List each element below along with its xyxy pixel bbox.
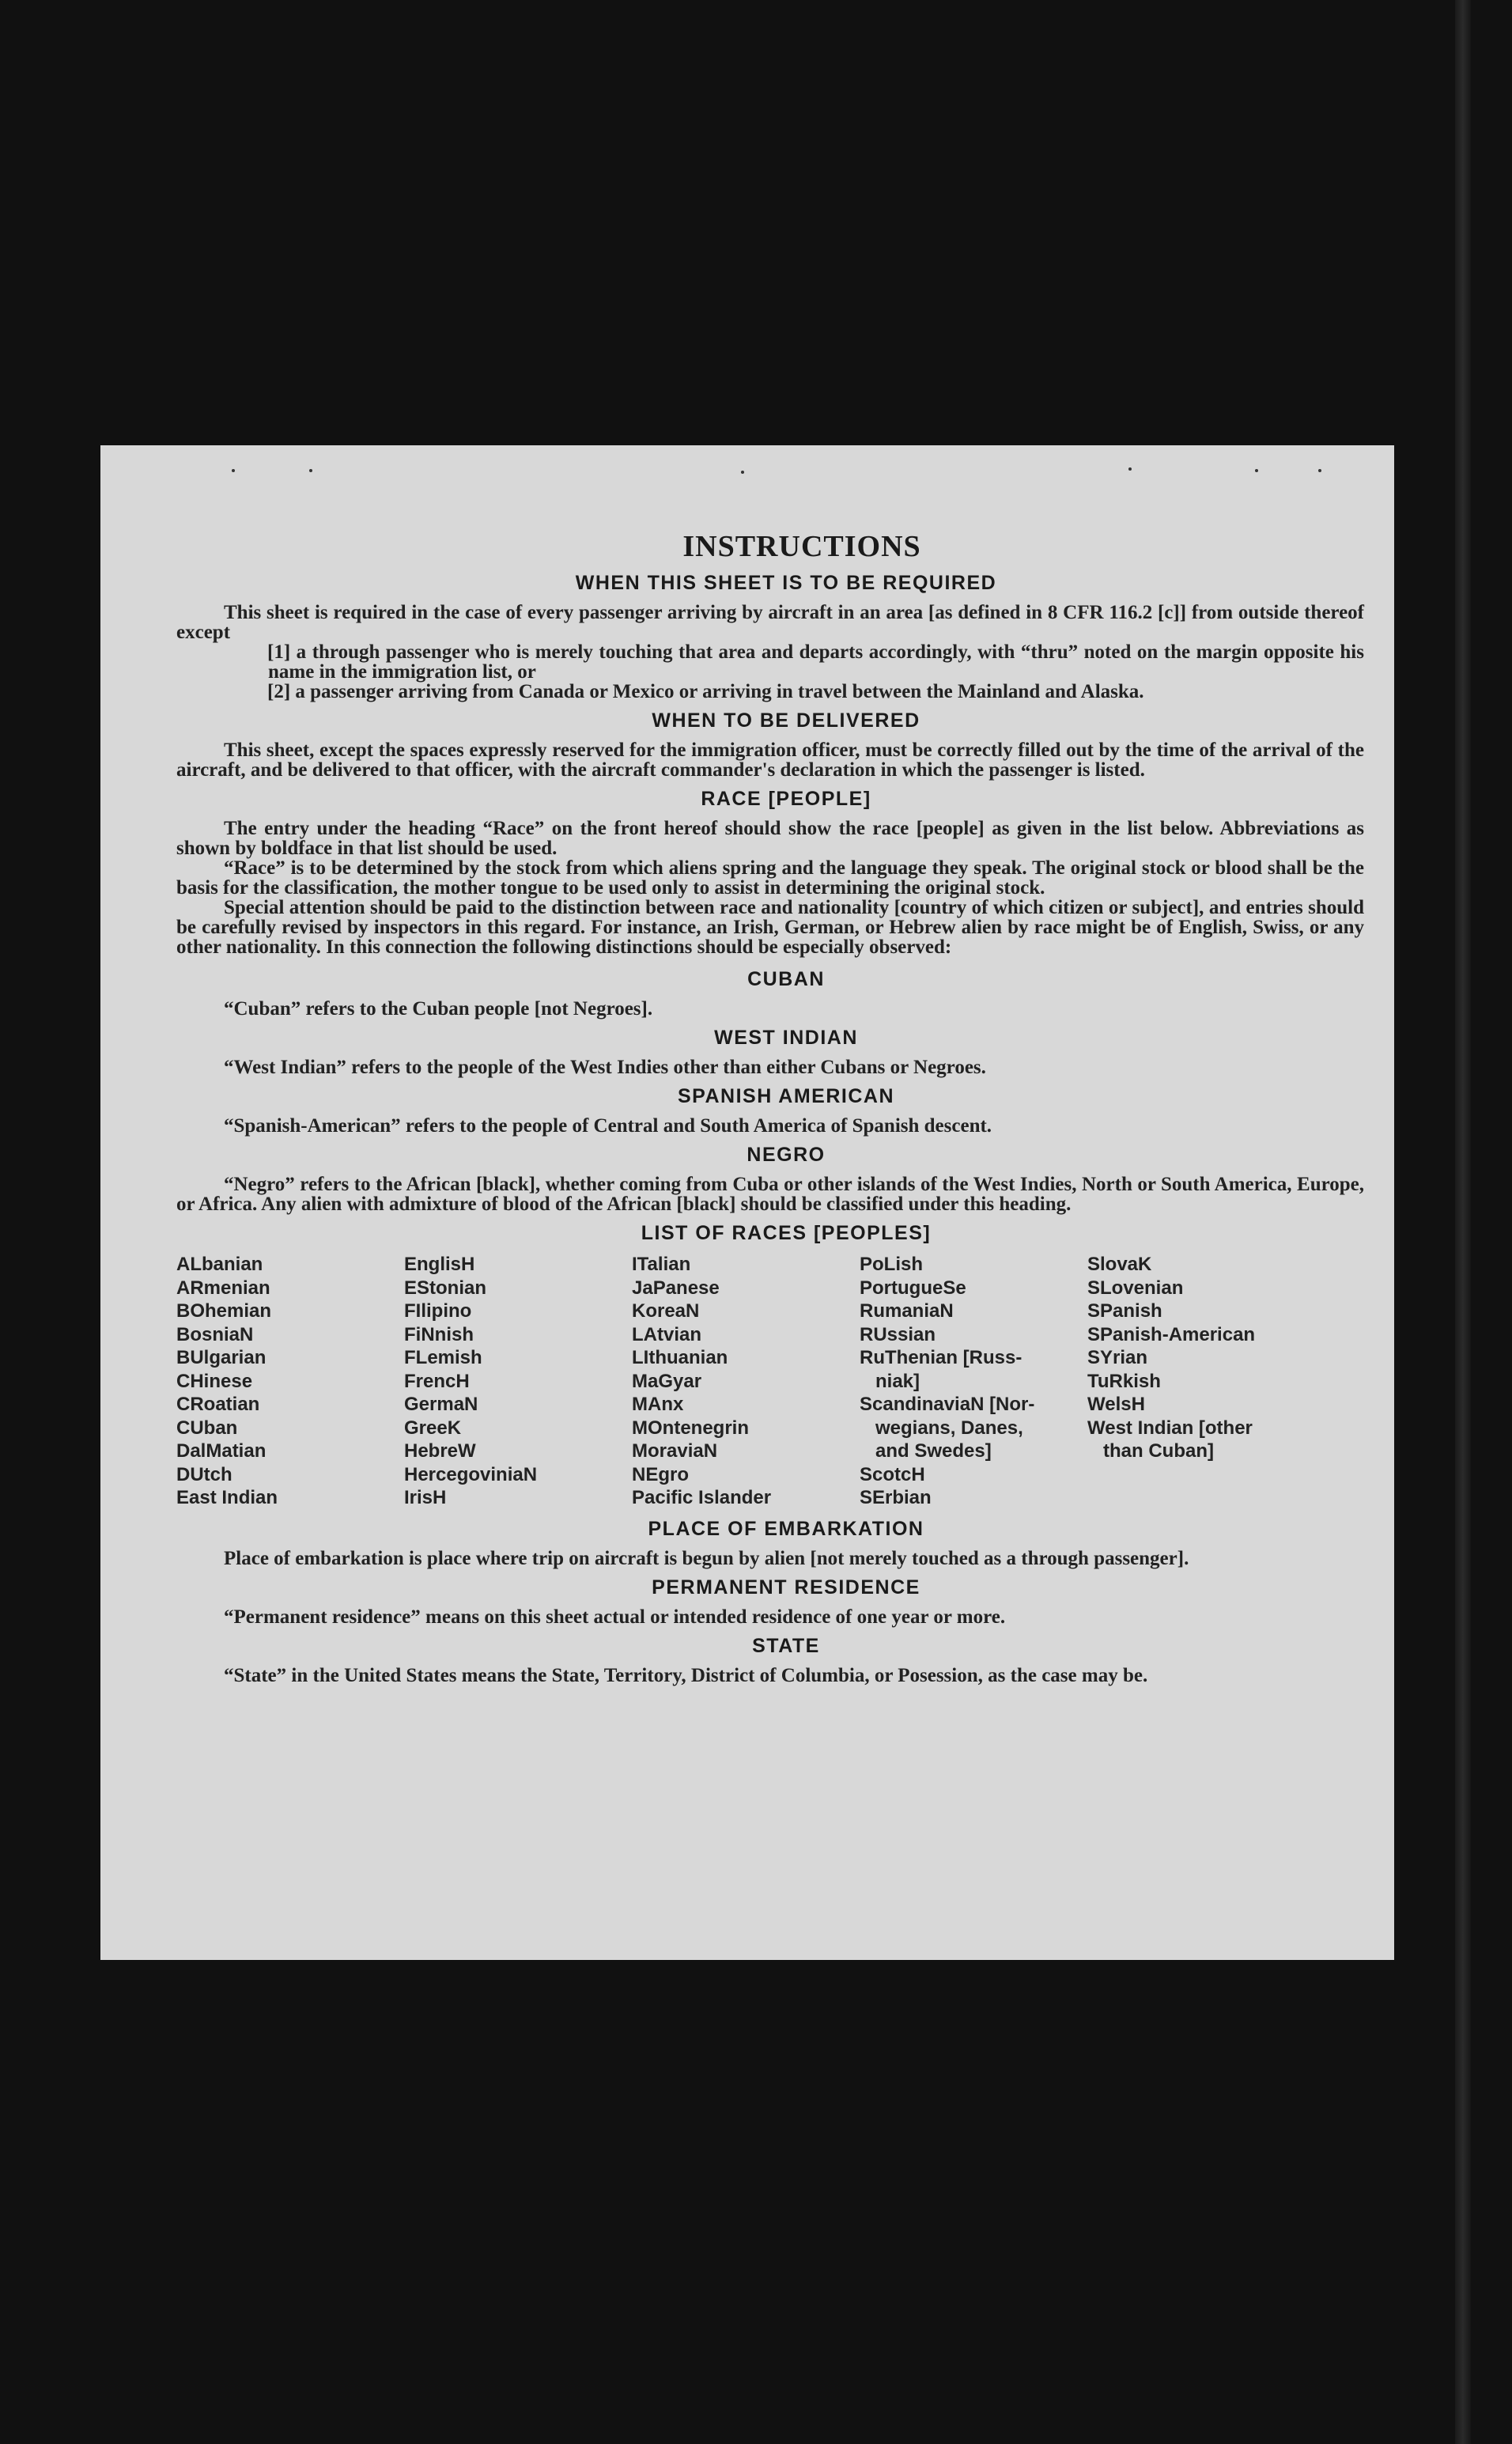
races-column (860, 1253, 1087, 1510)
race-entry: CHinese (176, 1370, 253, 1392)
section-when-required (176, 572, 1364, 702)
page-title: INSTRUCTIONS (682, 530, 921, 563)
race-entry: EStonian (404, 1277, 487, 1299)
race-entry: PortugueSe (860, 1277, 966, 1299)
race-entry: SYrian (1087, 1347, 1148, 1368)
race-entry: LIthuanian (632, 1347, 728, 1368)
race-entry: FrencH (404, 1370, 470, 1392)
section-cuban (176, 968, 1364, 1019)
section-heading: PERMANENT RESIDENCE (652, 1576, 920, 1598)
section-when-delivered (176, 709, 1364, 780)
race-entry: IrisH (404, 1487, 447, 1508)
races-list (176, 1253, 1364, 1510)
section-heading: WEST INDIAN (714, 1027, 858, 1049)
race-entry: ITalian (632, 1254, 691, 1275)
race-entry: RumaniaN (860, 1300, 954, 1322)
section-heading: PLACE OF EMBARKATION (648, 1517, 924, 1540)
race-entry: MoraviaN (632, 1440, 718, 1462)
section-paragraph: “Permanent residence” means on this sheet actual or intended residence of one year or more. (224, 1606, 1006, 1628)
race-entry: SErbian (860, 1487, 932, 1508)
section-paragraph: “West Indian” refers to the people of the West Indies other than either Cubans or Negroes. (224, 1057, 986, 1078)
race-entry: DUtch (176, 1463, 232, 1485)
race-entry: FLemish (404, 1347, 482, 1368)
race-entry: MAnx (632, 1394, 684, 1415)
race-entry: JaPanese (632, 1277, 720, 1299)
section-heading: STATE (752, 1634, 820, 1657)
race-entry: GreeK (404, 1417, 462, 1439)
speck-mark (1128, 467, 1132, 471)
section-heading: RACE [PEOPLE] (701, 788, 871, 810)
section-heading: NEGRO (747, 1144, 826, 1166)
race-entry: RuThenian [Russ- (860, 1347, 1022, 1368)
section-paragraph: “State” in the United States means the State, Territory, District of Columbia, or Posession, as the case may be. (224, 1664, 1148, 1686)
section-paragraph: This sheet is required in the case of every passenger arriving by aircraft in an area [as defined in 8 CFR 116.2 [c]] from outside thereof except (176, 602, 1364, 643)
race-entry: NEgro (632, 1463, 689, 1485)
race-entry: MaGyar (632, 1370, 702, 1392)
speck-mark (1318, 469, 1321, 472)
race-entry: WelsH (1087, 1394, 1145, 1415)
section-state (176, 1635, 1364, 1685)
race-entry: BUlgarian (176, 1347, 266, 1368)
race-entry: than Cuban] (1087, 1440, 1214, 1462)
race-entry: BosniaN (176, 1323, 254, 1345)
race-entry: LAtvian (632, 1323, 702, 1345)
film-frame-edge (1455, 0, 1471, 2444)
race-entry: ScandinaviaN [Nor- (860, 1394, 1035, 1415)
race-entry: FIlipino (404, 1300, 472, 1322)
section-heading: CUBAN (747, 968, 825, 990)
section-heading: WHEN THIS SHEET IS TO BE REQUIRED (575, 572, 997, 594)
races-column (1087, 1253, 1315, 1510)
section-paragraph: “Spanish-American” refers to the people of Central and South America of Spanish descent. (224, 1115, 992, 1137)
section-place-of-embarkation (176, 1518, 1364, 1568)
race-entry: HercegoviniaN (404, 1463, 538, 1485)
speck-mark (1255, 469, 1258, 472)
instruction-sheet (100, 445, 1394, 1960)
race-entry: FiNnish (404, 1323, 474, 1345)
speck-mark (309, 469, 312, 472)
race-entry: TuRkish (1087, 1370, 1161, 1392)
exception-item: [2] a passenger arriving from Canada or Mexico or arriving in travel between the Mainland and Alaska. (267, 681, 1144, 702)
section-spanish-american (176, 1085, 1364, 1136)
exception-item: [1] a through passenger who is merely touching that area and departs accordingly, with “thru” noted on the margin opposite his name in the immigration list, or (267, 641, 1364, 683)
race-entry: ScotcH (860, 1463, 925, 1485)
speck-mark (232, 469, 235, 472)
section-paragraph: Place of embarkation is place where trip on aircraft is begun by alien [not merely touched as a through passenger]. (224, 1547, 1189, 1569)
race-entry: wegians, Danes, (860, 1417, 1023, 1439)
races-list-heading: LIST OF RACES [PEOPLES] (641, 1222, 932, 1244)
race-entry: MOntenegrin (632, 1417, 749, 1439)
section-paragraph: “Race” is to be determined by the stock from which aliens spring and the language they speak. The original stock or blood shall be the basis for the classification, the mother tongue to be used only to assist in determining the original stock. (176, 857, 1364, 899)
section-west-indian (176, 1027, 1364, 1077)
race-entry: ALbanian (176, 1254, 263, 1275)
race-entry: East Indian (176, 1487, 278, 1508)
race-entry: West Indian [other (1087, 1417, 1253, 1439)
races-column (632, 1253, 860, 1510)
race-entry: CUban (176, 1417, 238, 1439)
race-entry: RUssian (860, 1323, 936, 1345)
races-column (404, 1253, 632, 1510)
section-paragraph: This sheet, except the spaces expressly reserved for the immigration officer, must be correctly filled out by the time of the arrival of the aircraft, and be delivered to that officer, with the aircraft commander's declaration in which the passenger is listed. (176, 740, 1364, 781)
race-entry: GermaN (404, 1394, 478, 1415)
section-paragraph: The entry under the heading “Race” on the front hereof should show the race [people] as given in the list below. Abbreviations as shown by boldface in that list should be used. (176, 818, 1364, 859)
section-paragraph: Special attention should be paid to the distinction between race and nationality [country of which citizen or subject], and entries should be carefully revised by inspectors in this regard. For instance, an Irish, German, or Hebrew alien by race might be of English, Swiss, or any other nationality. In this connection the following distinctions should be especially observed: (176, 897, 1364, 958)
race-entry: BOhemian (176, 1300, 272, 1322)
race-entry: PoLish (860, 1254, 924, 1275)
section-paragraph: “Cuban” refers to the Cuban people [not Negroes]. (224, 998, 653, 1020)
race-entry: SPanish-American (1087, 1323, 1256, 1345)
race-entry: SLovenian (1087, 1277, 1184, 1299)
races-column (176, 1253, 404, 1510)
race-entry: SPanish (1087, 1300, 1162, 1322)
section-heading: SPANISH AMERICAN (677, 1085, 894, 1107)
section-negro (176, 1144, 1364, 1214)
race-entry: and Swedes] (860, 1440, 992, 1462)
race-entry: KoreaN (632, 1300, 700, 1322)
section-paragraph: “Negro” refers to the African [black], whether coming from Cuba or other islands of the West Indies, North or South America, Europe, or Africa. Any alien with admixture of blood of the African [black] should be classified under this heading. (176, 1174, 1364, 1215)
section-heading: WHEN TO BE DELIVERED (652, 709, 920, 732)
section-race (176, 788, 1364, 957)
race-entry: ARmenian (176, 1277, 270, 1299)
race-entry: SlovaK (1087, 1254, 1152, 1275)
section-permanent-residence (176, 1576, 1364, 1627)
race-entry: DalMatian (176, 1440, 266, 1462)
race-entry: niak] (860, 1370, 920, 1392)
race-entry: EnglisH (404, 1254, 475, 1275)
race-entry: Pacific Islander (632, 1487, 772, 1508)
race-entry: HebreW (404, 1440, 476, 1462)
speck-mark (741, 471, 744, 474)
race-entry: CRoatian (176, 1394, 260, 1415)
